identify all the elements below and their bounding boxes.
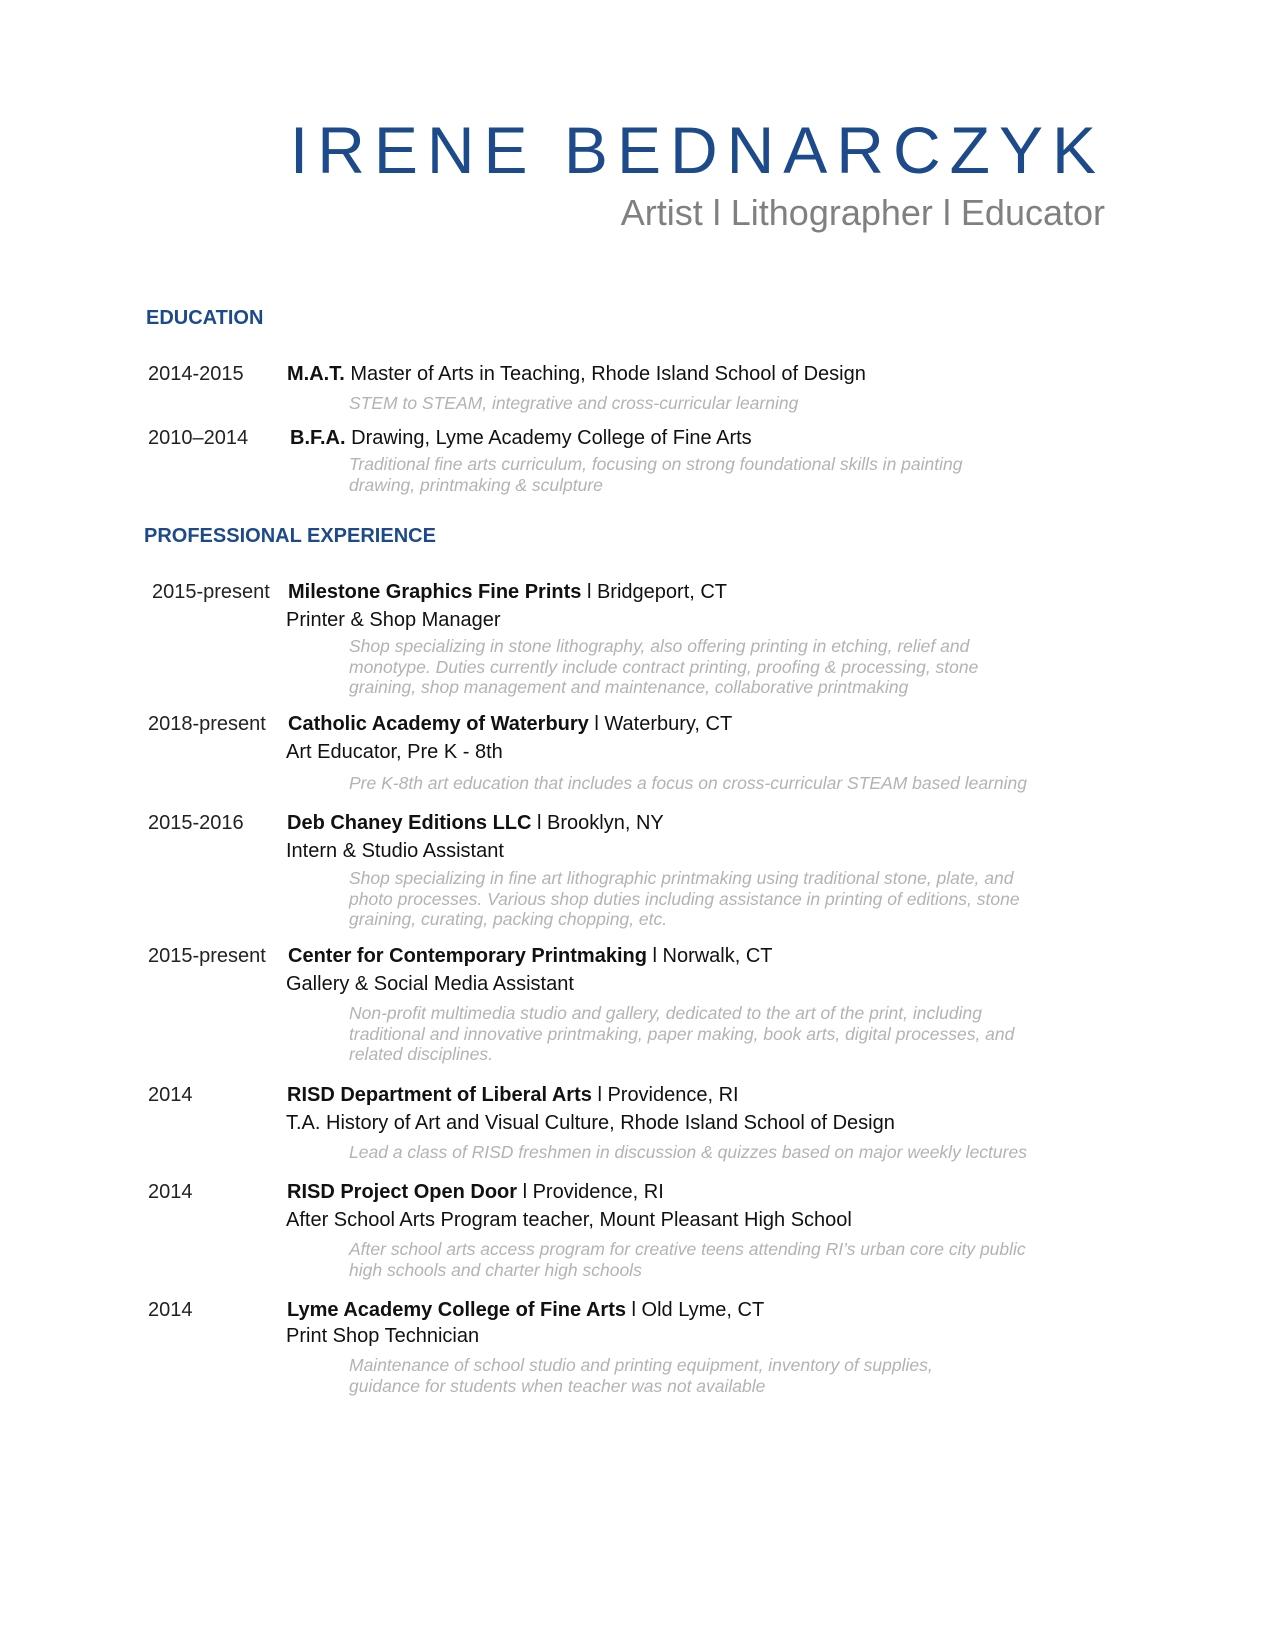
- description-line: graining, shop management and maintenance, collaborative printmaking: [349, 677, 909, 697]
- description-line: traditional and innovative printmaking, paper making, book arts, digital processes, and: [349, 1023, 1015, 1044]
- organization: RISD Project Open Door: [287, 1181, 518, 1203]
- location: l Providence, RI: [522, 1181, 664, 1203]
- entry-heading: [288, 581, 727, 604]
- entry-date: 2014: [148, 1299, 193, 1321]
- description-line: graining, curating, packing chopping, etc.: [349, 909, 668, 929]
- entry-role: Art Educator, Pre K - 8th: [286, 741, 503, 763]
- entry-date: 2015-present: [152, 581, 270, 603]
- organization: Center for Contemporary Printmaking: [288, 945, 647, 967]
- entry-description: [349, 636, 1079, 698]
- entry-date: 2014: [148, 1084, 193, 1106]
- description-line: drawing, printmaking & sculpture: [349, 474, 603, 495]
- description-line: After school arts access program for creative teens attending RI’s urban core city public: [349, 1239, 1026, 1259]
- applicant-tagline: Artist l Lithographer l Educator: [620, 192, 1105, 233]
- description-line: STEM to STEAM, integrative and cross-curricular learning: [349, 393, 799, 413]
- entry-date: 2010–2014: [148, 427, 249, 449]
- entry-date: 2015-present: [148, 945, 266, 967]
- entry-description: [349, 773, 1079, 794]
- entry-description: [349, 1239, 1079, 1280]
- description-line: Shop specializing in fine art lithographic printmaking using traditional stone, plate, and: [349, 868, 1014, 888]
- entry-heading: [287, 1181, 664, 1204]
- description-line: monotype. Duties currently include contract printing, proofing & processing, stone: [349, 656, 979, 677]
- entry-heading: [287, 363, 866, 386]
- entry-heading: [287, 1299, 764, 1322]
- description-line: related disciplines.: [349, 1044, 493, 1064]
- entry-heading: [287, 812, 664, 835]
- organization: Deb Chaney Editions LLC: [287, 812, 532, 834]
- entry-role: Printer & Shop Manager: [286, 609, 501, 631]
- organization: Lyme Academy College of Fine Arts: [287, 1299, 626, 1321]
- description-line: high schools and charter high schools: [349, 1259, 642, 1280]
- entry-date: 2015-2016: [148, 812, 244, 834]
- location: l Old Lyme, CT: [631, 1299, 765, 1321]
- entry-role: T.A. History of Art and Visual Culture, Rhode Island School of Design: [286, 1112, 895, 1134]
- description-line: Shop specializing in stone lithography, also offering printing in etching, relief and: [349, 636, 970, 656]
- entry-description: [349, 868, 1079, 930]
- applicant-name: IRENE BEDNARCZYK: [289, 113, 1105, 187]
- organization: Catholic Academy of Waterbury: [288, 713, 589, 735]
- description-line: Non-profit multimedia studio and gallery, dedicated to the art of the print, including: [349, 1003, 982, 1023]
- location: l Providence, RI: [597, 1084, 739, 1106]
- location: l Bridgeport, CT: [586, 581, 728, 603]
- entry-date: 2018-present: [148, 713, 266, 735]
- description-line: guidance for students when teacher was not available: [349, 1375, 766, 1396]
- degree-detail: Master of Arts in Teaching, Rhode Island School of Design: [350, 363, 866, 385]
- degree: M.A.T.: [287, 363, 345, 385]
- entry-heading: [290, 427, 752, 450]
- entry-description: [349, 1355, 1079, 1396]
- entry-date: 2014: [148, 1181, 193, 1203]
- entry-role: Print Shop Technician: [286, 1325, 480, 1347]
- location: l Brooklyn, NY: [537, 812, 664, 834]
- degree: B.F.A.: [290, 427, 346, 449]
- entry-heading: [287, 1084, 739, 1107]
- entry-heading: [288, 713, 732, 736]
- organization: RISD Department of Liberal Arts: [287, 1084, 592, 1106]
- entry-role: Intern & Studio Assistant: [286, 840, 504, 862]
- experience-heading: PROFESSIONAL EXPERIENCE: [144, 525, 436, 547]
- entry-role: After School Arts Program teacher, Mount Pleasant High School: [286, 1209, 852, 1231]
- entry-description: [349, 1142, 1079, 1163]
- entry-description: [349, 1003, 1079, 1065]
- entry-date: 2014-2015: [148, 363, 244, 385]
- description-line: Pre K-8th art education that includes a focus on cross-curricular STEAM based learning: [349, 773, 1027, 793]
- degree-detail: Drawing, Lyme Academy College of Fine Arts: [351, 427, 752, 449]
- location: l Norwalk, CT: [652, 945, 773, 967]
- entry-description: [349, 393, 1079, 414]
- location: l Waterbury, CT: [594, 713, 733, 735]
- entry-description: [349, 454, 1079, 495]
- description-line: Maintenance of school studio and printing equipment, inventory of supplies,: [349, 1355, 933, 1375]
- education-heading: EDUCATION: [146, 307, 264, 329]
- description-line: Traditional fine arts curriculum, focusing on strong foundational skills in painting: [349, 454, 963, 474]
- description-line: photo processes. Various shop duties including assistance in printing of editions, stone: [349, 888, 1020, 909]
- entry-heading: [288, 945, 773, 968]
- organization: Milestone Graphics Fine Prints: [288, 581, 582, 603]
- entry-role: Gallery & Social Media Assistant: [286, 973, 574, 995]
- description-line: Lead a class of RISD freshmen in discussion & quizzes based on major weekly lectures: [349, 1142, 1027, 1162]
